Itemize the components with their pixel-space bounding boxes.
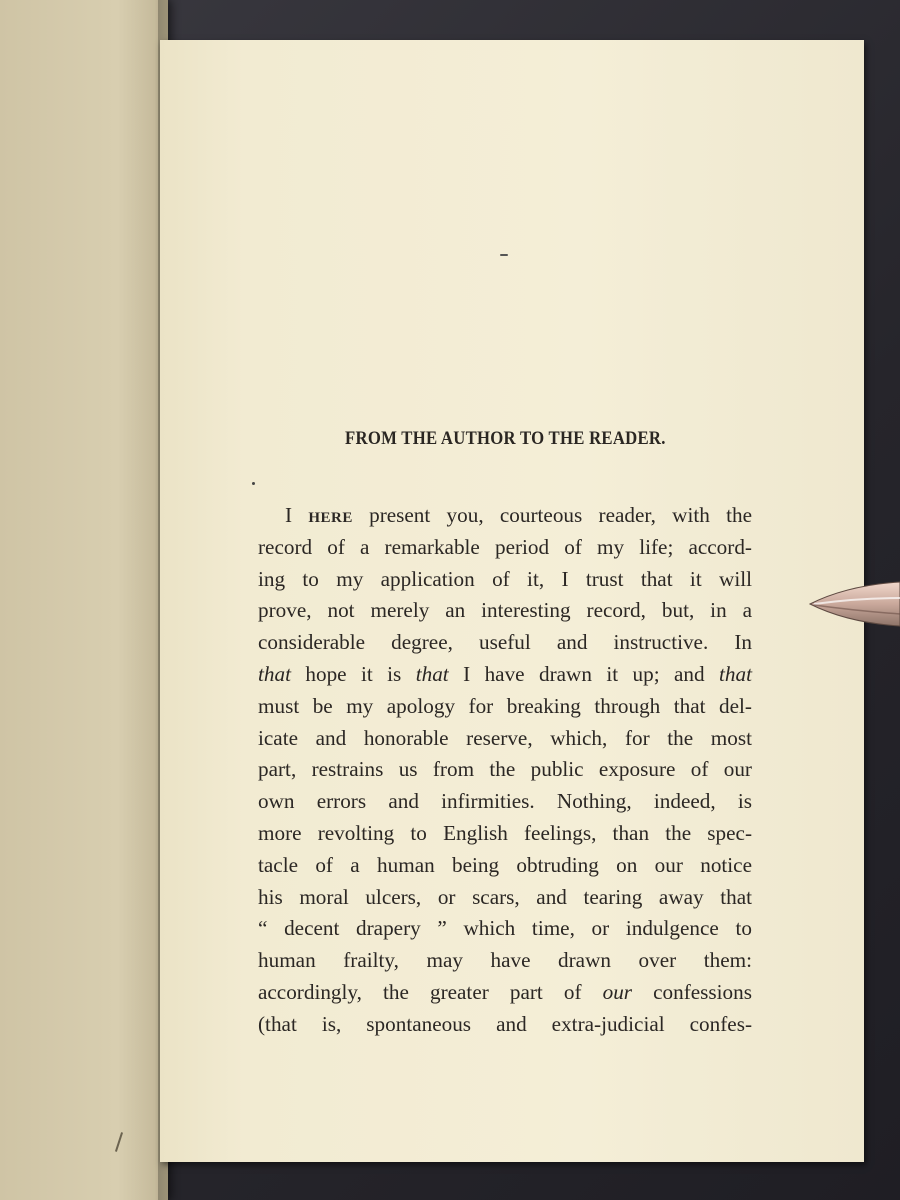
body-paragraph [258, 500, 752, 1041]
text-line: “ decent drapery ” which time, or indulgence to [258, 916, 752, 941]
pen-nib-icon [808, 576, 900, 632]
text-line: ing to my application of it, I trust that it will [258, 566, 752, 591]
text-line: part, restrains us from the public exposure of our [258, 757, 752, 782]
text-line: record of a remarkable period of my life; accord- [258, 534, 752, 559]
text-line: own errors and infirmities. Nothing, indeed, is [258, 789, 752, 814]
opening-word: I [285, 503, 293, 527]
text-line: prove, not merely an interesting record, but, in a [258, 598, 752, 623]
chapter-heading: FROM THE AUTHOR TO THE READER. [345, 428, 666, 449]
opening-smallcaps: here [308, 503, 353, 527]
text-line: must be my apology for breaking through that del- [258, 693, 752, 718]
text-line: tacle of a human being obtruding on our notice [258, 852, 752, 877]
text-line: accordingly, the greater part of our confessions [258, 979, 752, 1004]
text-line: icate and honorable reserve, which, for the most [258, 725, 752, 750]
text-line: considerable degree, useful and instructive. In [258, 630, 752, 655]
ink-speck [252, 482, 255, 485]
text-line: (that is, spontaneous and extra-judicial confes- [258, 1011, 752, 1036]
text-line: I here present you, courteous reader, with the [285, 503, 752, 527]
text-line: more revolting to English feelings, than the spec- [258, 820, 752, 845]
text-line: that hope it is that I have drawn it up; and that [258, 661, 752, 686]
page-mark [500, 254, 508, 256]
left-page [0, 0, 168, 1200]
text-line: human frailty, may have drawn over them: [258, 948, 752, 973]
text-line: his moral ulcers, or scars, and tearing away that [258, 884, 752, 909]
